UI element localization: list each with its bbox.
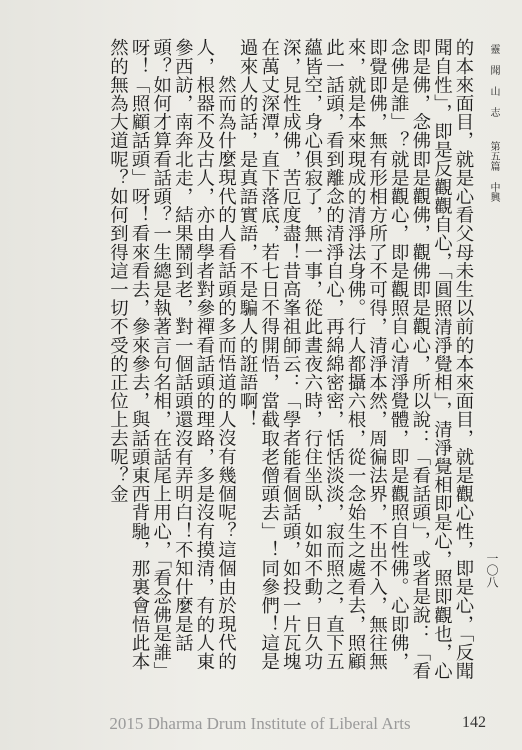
footer-credit: 2015 Dharma Drum Institute of Liberal Arts (109, 714, 411, 733)
header-book-title: 靈 聞 山 志 (488, 44, 499, 117)
footer-page-number: 142 (462, 714, 486, 731)
paragraph-2: 然而為什麼現代的人看話頭的多而悟道的人沒有幾個呢？這個由於現代的人，根器不及古人，亦由學者對參禪看話頭的理路，多是沒有摸清，有的人東參西訪，南奔北走，結果鬧到老，對一個話頭還沒有弄明白！不知什麼是話頭？如何才算看話頭？一生總是執著言句名相，在話尾上用心，「看念佛是誰」呀！「照顧話頭」呀！看來看去，參來參去，與話頭東西背馳，那裏會悟此本然的無為大道呢？如何到得這一切不受的正位上去呢？金 (107, 38, 237, 680)
running-header (484, 44, 502, 202)
side-page-number: 一〇八 (485, 552, 499, 588)
header-chapter: 第五篇 中興 (488, 141, 499, 202)
paragraph-1: 的本來面目，就是心看父母未生以前的本來面目，就是觀心性，即是心，「反聞聞自性」，即是反觀觀自心，「圓照清淨覺相」，清淨覺相即是心，照即觀也，心即是佛，念佛即是觀佛，觀佛即是觀心，所以說：「看話頭」，或者是說：「看念佛是誰」？就是觀心，即是觀照自心清淨覺體，即是觀照自性佛。心即佛，即覺即佛，無有形相方所了不可得，清淨本然，周徧法界，不出不入，無往無來，就是本來現成的清淨法身佛。行人都攝六根，從一念始生之處看去，照顧此一話頭，看到離念的清淨自心，再綿綿密密，恬恬淡淡，寂而照之，直下五蘊皆空，身心俱寂了，無一事，從此晝夜六時，行住坐臥，如如不動，日久功深，見性成佛，苦厄度盡！昔高峯祖師云：「學者能看個話頭，如投一片瓦塊在萬丈深潭，直下落底，若七日不得開悟，當截取老僧頭去」！同參們！這是過來人的話，是真語實語，不是騙人的誑語啊！ (237, 38, 474, 680)
body-text (42, 38, 474, 680)
